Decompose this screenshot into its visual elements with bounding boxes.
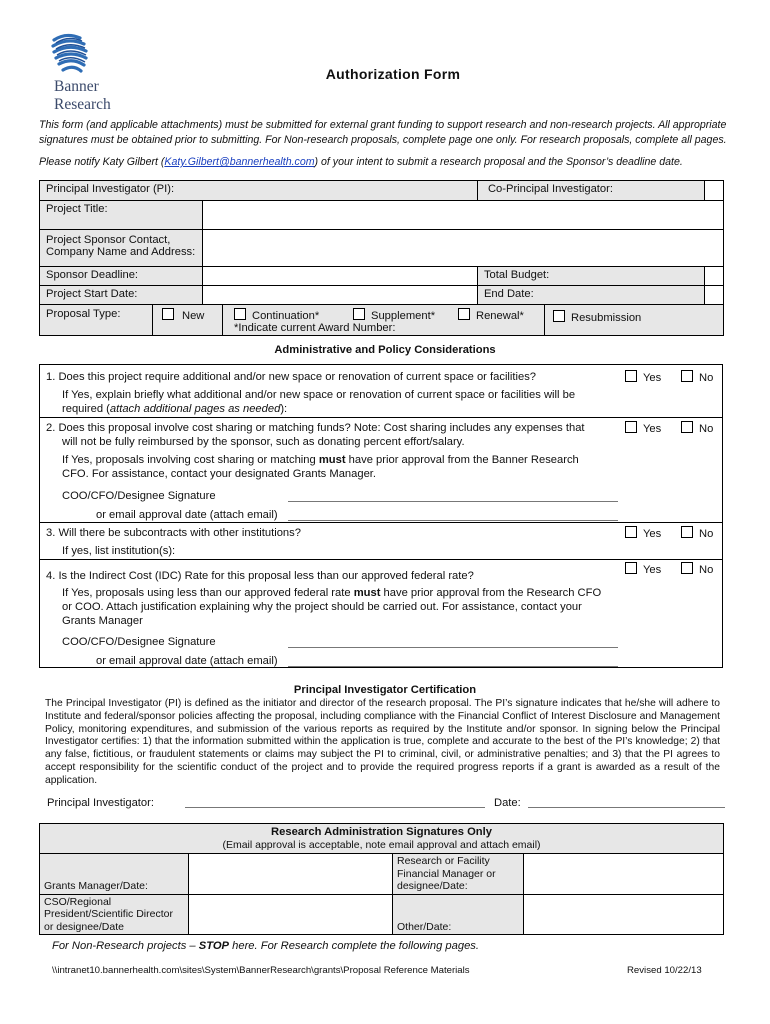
admin-considerations-box [39,364,723,668]
q3-yes-checkbox[interactable] [625,526,637,538]
total-budget-field[interactable] [705,267,724,286]
q4-email-label: or email approval date (attach email) [96,655,278,667]
cert-heading: Principal Investigator Certification [293,684,477,696]
continuation-option[interactable]: Continuation* [234,308,319,322]
q2-email-line[interactable] [288,520,618,521]
q3-no[interactable]: No [681,526,713,540]
grants-manager-field[interactable] [189,854,393,895]
pi-date-label: Date: [494,797,521,809]
sponsor-contact-label: Project Sponsor Contact, Company Name and Address: [40,230,203,267]
q4-signature-line[interactable] [288,647,618,648]
sponsor-deadline-field[interactable] [203,267,478,286]
resubmission-option[interactable]: Resubmission [553,310,641,324]
continuation-checkbox[interactable] [234,308,246,320]
award-number-note: *Indicate current Award Number: [234,322,396,334]
q3-no-checkbox[interactable] [681,526,693,538]
other-date-label: Other/Date: [393,894,524,935]
project-title-label: Project Title: [40,201,203,230]
copi-field[interactable] [705,181,724,201]
q1-yes[interactable]: Yes [625,370,661,384]
proposal-type-label: Proposal Type: [46,308,121,320]
q2-yes[interactable]: Yes [625,421,661,435]
revision-date: Revised 10/22/13 [627,965,702,976]
cso-label: CSO/Regional President/Scientific Director or designee/Date [40,894,189,935]
project-title-field[interactable] [203,201,724,230]
copi-label: Co-Principal Investigator: [477,181,704,201]
q4-yes[interactable]: Yes [625,562,661,576]
project-info-table [39,180,724,336]
facility-manager-label: Research or Facility Financial Manager or designee/Date: [393,854,524,895]
start-date-label: Project Start Date: [40,286,203,305]
research-admin-table [39,823,724,935]
notify-text: Please notify Katy Gilbert (Katy.Gilbert@bannerhealth.com) of your intent to submit a research proposal and the Sponsor’s deadline date. [39,156,683,168]
new-checkbox[interactable] [162,308,174,320]
supplement-option[interactable]: Supplement* [353,308,435,322]
sponsor-contact-field[interactable] [203,230,724,267]
q4-yes-checkbox[interactable] [625,562,637,574]
supplement-checkbox[interactable] [353,308,365,320]
sponsor-deadline-label: Sponsor Deadline: [40,267,203,286]
end-date-field[interactable] [705,286,724,305]
q1-no[interactable]: No [681,370,713,384]
intro-text: This form (and applicable attachments) must be submitted for external grant funding to support research and non-research projects. All appropriate signatures must be obtained prior to submitting. For Non-research proposals, complete page one only. For research proposals, complete all pages. [39,119,727,146]
pi-signature-line[interactable] [185,807,485,808]
q2-signature-line[interactable] [288,501,618,502]
q4-no[interactable]: No [681,562,713,576]
question-1: 1. Does this project require additional and/or new space or renovation of current space or facilities? [46,371,537,383]
pi-label: Principal Investigator (PI): [40,181,478,201]
resubmission-checkbox[interactable] [553,310,565,322]
q1-no-checkbox[interactable] [681,370,693,382]
q4-email-line[interactable] [288,666,618,667]
q2-no-checkbox[interactable] [681,421,693,433]
q2-email-label: or email approval date (attach email) [96,509,278,521]
pi-signature-label: Principal Investigator: [47,797,154,809]
pi-date-line[interactable] [528,807,725,808]
ra-heading-cell: Research Administration Signatures Only (Email approval is acceptable, note email approval and attach email) [40,824,724,854]
question-4: 4. Is the Indirect Cost (IDC) Rate for this proposal less than our approved federal rate? [46,570,474,582]
question-2-sub: If Yes, proposals involving cost sharing or matching must have prior approval from the Banner Research CFO. For assistance, contact your designated Grants Manager. [62,454,579,480]
cso-field[interactable] [189,894,393,935]
renewal-option[interactable]: Renewal* [458,308,524,322]
q4-no-checkbox[interactable] [681,562,693,574]
page-title: Authorization Form [325,66,461,82]
question-3: 3. Will there be subcontracts with other institutions? [46,527,301,539]
file-path: \\intranet10.bannerhealth.com\sites\System\BannerResearch\grants\Proposal Reference Materials [52,965,470,976]
renewal-checkbox[interactable] [458,308,470,320]
non-research-note: For Non-Research projects – STOP here. For Research complete the following pages. [52,940,480,952]
proposal-type-row [40,305,724,336]
q4-signature-label: COO/CFO/Designee Signature [62,636,216,648]
question-1-sub: If Yes, explain briefly what additional and/or new space or renovation of current space or facilities will be required (attach additional pages as needed): [62,389,576,415]
q2-yes-checkbox[interactable] [625,421,637,433]
q3-yes[interactable]: Yes [625,526,661,540]
cert-body: The Principal Investigator (PI) is defined as the initiator and director of the research proposal. The PI’s signature indicates that he/she will adhere to Institute and federal/sponsor policies affecting the proposal, including compliance with the Financial Conflict of Interest Disclosure and Management Policy, monitoring expenditures, and submission of the various reports as required by the Institute and/or sponsor. In signing below the Principal Investigator certifies: 1) that the information submitted within the application is true, complete and accurate to the best of the PI’s knowledge; 2) that any false, fictitious, or fraudulent statements or claims may subject the PI to criminal, civil, or administrative penalties; and 3) that the PI agrees to accept responsibility for the scientific conduct of the project and to provide the required progress reports if a grant is awarded as a result of the application. [45,698,720,786]
other-date-field[interactable] [524,894,724,935]
total-budget-label: Total Budget: [477,267,704,286]
admin-heading: Administrative and Policy Considerations [274,344,496,356]
q2-no[interactable]: No [681,421,713,435]
contact-email-link[interactable]: Katy.Gilbert@bannerhealth.com [164,156,315,168]
question-4-sub: If Yes, proposals using less than our approved federal rate must have prior approval from the Research CFO or COO. Attach justification explaining why the project should be carried out. For assistance, contact your Grants Manager [62,587,602,627]
facility-manager-field[interactable] [524,854,724,895]
new-option[interactable]: New [162,308,204,322]
end-date-label: End Date: [477,286,704,305]
start-date-field[interactable] [203,286,478,305]
question-2: 2. Does this proposal involve cost sharing or matching funds? Note: Cost sharing includes any expenses that will not be fully reimbursed by the sponsor, such as donating percent effort/salary. [46,422,585,448]
q2-signature-label: COO/CFO/Designee Signature [62,490,216,502]
grants-manager-label: Grants Manager/Date: [40,854,189,895]
question-3-sub: If yes, list institution(s): [62,545,176,557]
q1-yes-checkbox[interactable] [625,370,637,382]
logo-wordmark: Banner Research [54,78,111,113]
